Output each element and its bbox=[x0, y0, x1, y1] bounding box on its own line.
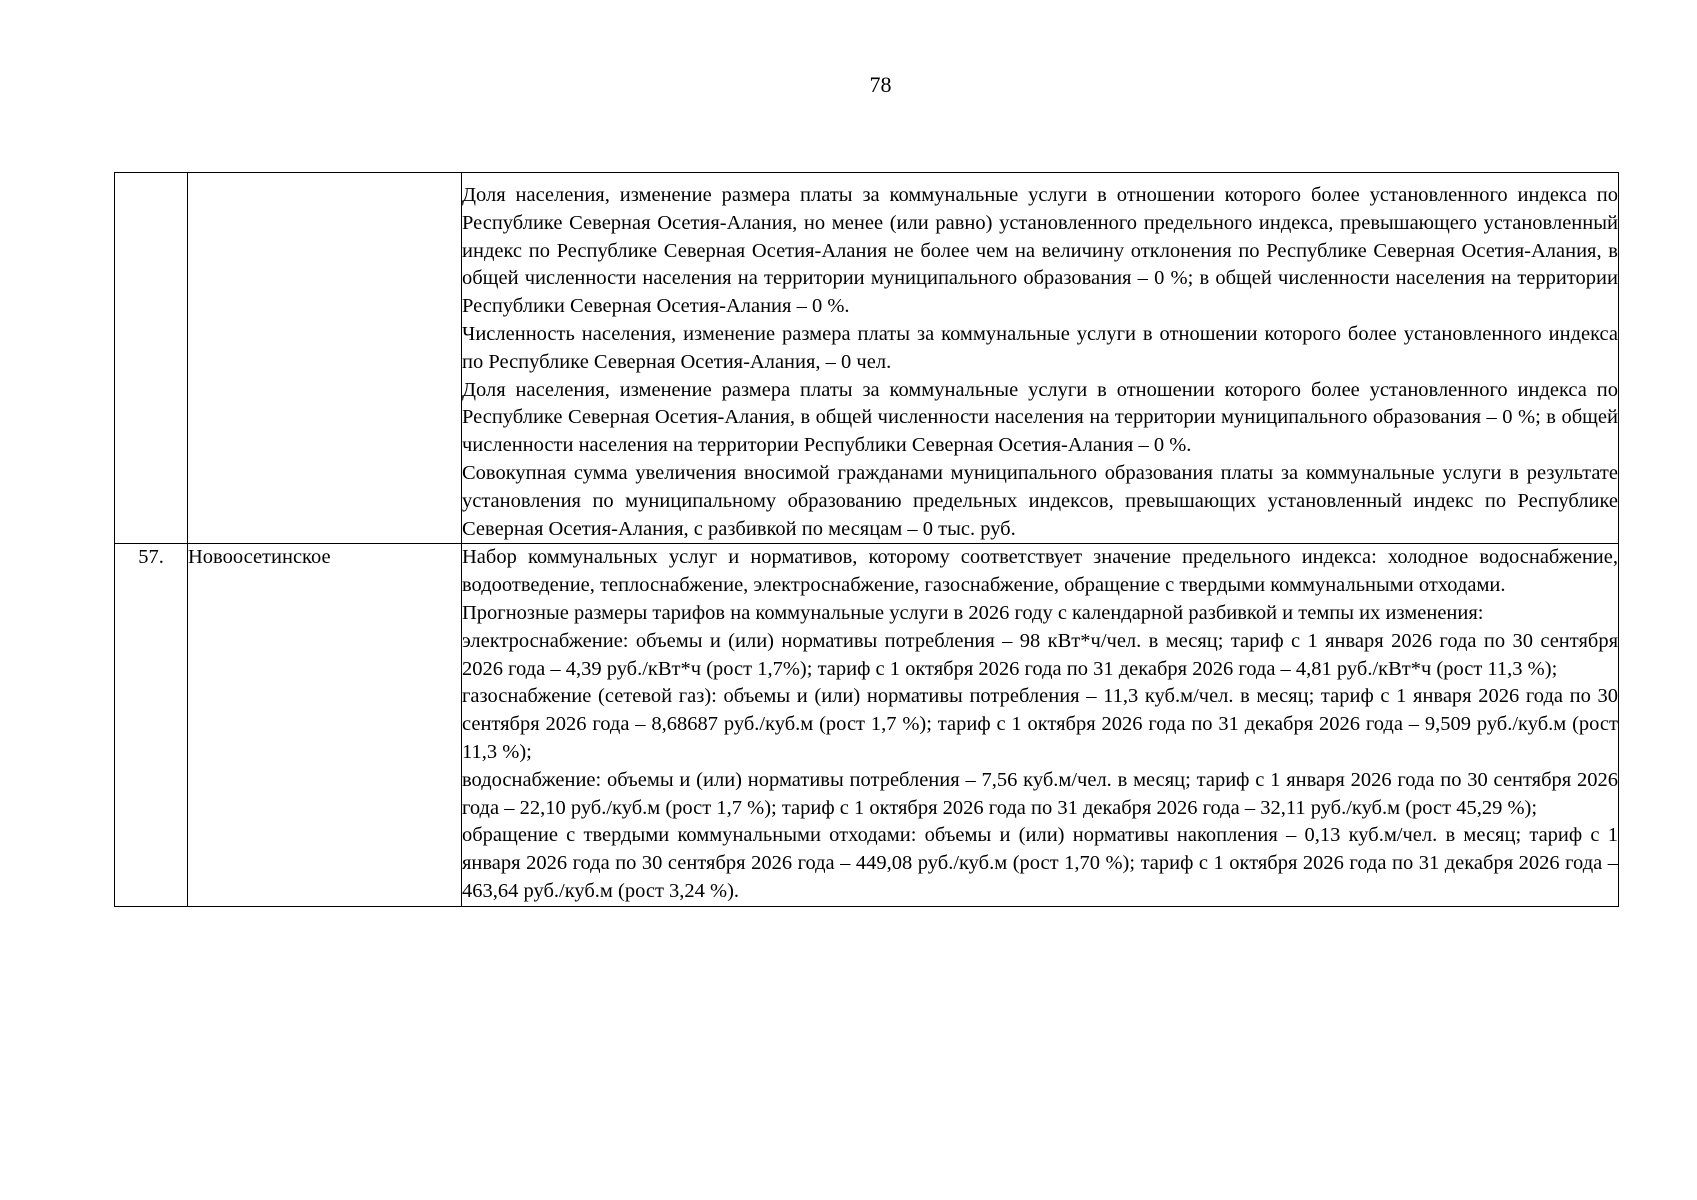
paragraph-population-count: Численность населения, изменение размера платы за коммунальные услуги в отношении которого более установленного индекса по Республике Северная Осетия-Алания, – 0 чел. bbox=[462, 322, 1618, 373]
paragraph-total-payment-increase: Совокупная сумма увеличения вносимой гражданами муниципального образования платы за коммунальные услуги в результате установления по муниципальному образованию предельных индексов, превышающих установленный индекс по Республике Северная Осетия-Алания, с разбивкой по месяцам – 0 тыс. руб. bbox=[462, 461, 1618, 540]
municipality-name-cell: Новоосетинское bbox=[188, 544, 462, 906]
page-number: 78 bbox=[869, 72, 892, 97]
paragraph-population-share-deviation: Доля населения, изменение размера платы за коммунальные услуги в отношении которого более установленного индекса по Республике Северная Осетия-Алания, но менее (или равно) установленного предельного индекса, превышающего установленный индекс по Республике Северная Осетия-Алания не более чем на величину отклонения по Республике Северная Осетия-Алания, в общей численности населения на территории муниципального образования – 0 %; в общей численности населения на территории Республики Северная Осетия-Алания – 0 %. bbox=[462, 184, 1618, 318]
paragraph-solid-waste: обращение с твердыми коммунальными отходами: объемы и (или) нормативы накопления – 0,13 куб.м/чел. в месяц; тариф с 1 января 2026 года по 30 сентября 2026 года – 449,08 руб./куб.м (рост 1,70 %); тариф с 1 октября 2026 года по 31 декабря 2026 года – 463,64 руб./куб.м (рост 3,24 %). bbox=[462, 824, 1618, 902]
row-number-cell bbox=[115, 173, 188, 544]
paragraph-services-set: Набор коммунальных услуг и нормативов, которому соответствует значение предельного индекса: холодное водоснабжение, водоотведение, теплоснабжение, электроснабжение, газоснабжение, обращение с твердыми коммунальными отходами. bbox=[462, 546, 1618, 597]
paragraph-water: водоснабжение: объемы и (или) нормативы потребления – 7,56 куб.м/чел. в месяц; тариф с 1 января 2026 года по 30 сентября 2026 года – 22,10 руб./куб.м (рост 1,7 %); тариф с 1 октября 2026 года по 31 декабря 2026 года – 32,11 руб./куб.м (рост 45,29 %); bbox=[462, 768, 1618, 819]
table-row-continued bbox=[115, 173, 1619, 544]
paragraph-electricity: электроснабжение: объемы и (или) нормативы потребления – 98 кВт*ч/чел. в месяц; тариф с 1 января 2026 года по 30 сентября 2026 года – 4,39 руб./кВт*ч (рост 1,7%); тариф с 1 октября 2026 года по 31 декабря 2026 года – 4,81 руб./кВт*ч (рост 11,3 %); bbox=[462, 629, 1618, 680]
paragraph-gas: газоснабжение (сетевой газ): объемы и (или) нормативы потребления – 11,3 куб.м/чел. в месяц; тариф с 1 января 2026 года по 30 сентября 2026 года – 8,68687 руб./куб.м (рост 1,7 %); тариф с 1 октября 2026 года по 31 декабря 2026 года – 9,509 руб./куб.м (рост 11,3 %); bbox=[462, 685, 1618, 763]
paragraph-population-share: Доля населения, изменение размера платы за коммунальные услуги в отношении которого более установленного индекса по Республике Северная Осетия-Алания, в общей численности населения на территории муниципального образования – 0 %; в общей численности населения на территории Республики Северная Осетия-Алания – 0 %. bbox=[462, 378, 1618, 457]
table-row-57 bbox=[115, 544, 1619, 906]
municipality-name-cell bbox=[188, 173, 462, 544]
municipal-index-table bbox=[114, 172, 1619, 907]
row-number-cell: 57. bbox=[115, 544, 188, 906]
indicators-cell bbox=[462, 173, 1619, 544]
indicators-cell bbox=[462, 544, 1619, 906]
paragraph-forecast-intro: Прогнозные размеры тарифов на коммунальные услуги в 2026 году с календарной разбивкой и темпы их изменения: bbox=[462, 601, 1484, 624]
